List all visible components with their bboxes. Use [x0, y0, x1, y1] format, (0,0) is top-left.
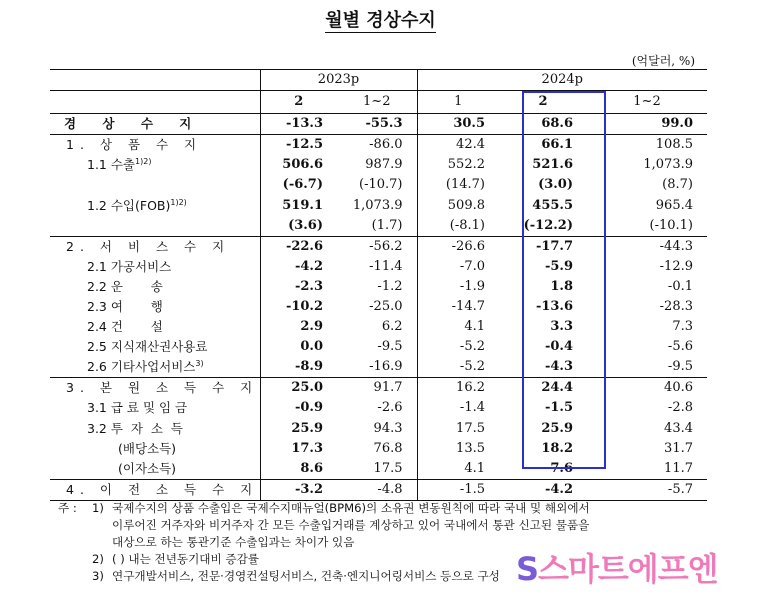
- cell-value: 1,073.9: [352, 197, 403, 213]
- cell-value: 965.4: [655, 197, 693, 213]
- cell-value: 94.3: [373, 420, 403, 436]
- footnote-number: 2): [92, 552, 104, 566]
- header-blank: [50, 91, 260, 114]
- row-label-text: 2.5 지식재산권사용료: [87, 339, 208, 355]
- cell-value: 0.0: [260, 337, 337, 357]
- row-label: [50, 236, 260, 257]
- footnote-mark: 주 :: [58, 501, 77, 515]
- row-label-text: 2.2 운 송: [87, 278, 163, 294]
- header-year-2023: 2023p: [260, 70, 417, 91]
- footnote-number: 3): [92, 569, 104, 583]
- cell-value: -5.2: [417, 357, 499, 378]
- table-row: [50, 337, 707, 357]
- cell-value: -4.8: [337, 479, 417, 500]
- footnote-number: 1): [92, 501, 104, 515]
- row-label: [50, 357, 260, 378]
- row-label: [50, 297, 260, 317]
- cell-value: (3.0): [538, 177, 573, 193]
- cell-value: 18.2: [541, 440, 573, 456]
- cell-value: -12.5: [260, 135, 337, 156]
- cell-value: (-10.1): [649, 217, 693, 233]
- watermark-text: 에프엔: [627, 550, 718, 588]
- row-label-text: 4. 이 전 소 득 수 지: [66, 481, 259, 497]
- row-label-text: 2.1 가공서비스: [87, 258, 172, 274]
- table-row: [50, 135, 707, 156]
- row-label-text: 1.2 수입(FOB): [87, 197, 171, 213]
- cell-value: -12.9: [659, 258, 693, 274]
- cell-value: -5.2: [417, 337, 499, 357]
- cell-value: -56.2: [337, 236, 417, 257]
- cell-value: 519.1: [260, 195, 337, 215]
- cell-value: 66.1: [499, 135, 587, 156]
- unit-label: (억달러, %): [631, 54, 695, 68]
- cell-value: 17.5: [373, 460, 403, 476]
- row-label-text: 3. 본 원 소 득 수 지: [66, 380, 259, 396]
- cell-value: 7.3: [672, 319, 693, 335]
- cell-value: 31.7: [664, 440, 693, 456]
- cell-value: -4.3: [544, 359, 573, 375]
- row-label: [50, 114, 260, 135]
- row-label-text: (이자소득): [118, 460, 177, 476]
- cell-value: 91.7: [337, 378, 417, 399]
- table-row: [50, 216, 707, 237]
- row-label-text: 3.1 급 료 및 임 금: [87, 400, 188, 416]
- row-label: [50, 155, 260, 175]
- table-row: [50, 317, 707, 337]
- cell-value: -5.6: [667, 339, 693, 355]
- row-label: [50, 398, 260, 418]
- row-label-text: (배당소득): [118, 440, 177, 456]
- table-row: [50, 257, 707, 277]
- header-col-2023-1-2: 1~2: [337, 91, 417, 114]
- row-label-text: 1.1 수출: [87, 157, 136, 173]
- cell-value: (1.7): [371, 217, 403, 233]
- table-row: [50, 195, 707, 215]
- cell-value: -8.9: [260, 357, 337, 378]
- cell-value: (-8.1): [417, 216, 499, 237]
- row-label: [50, 439, 260, 459]
- footnote-1: [58, 500, 708, 517]
- cell-value: 76.8: [373, 440, 403, 456]
- cell-value: (-6.7): [260, 175, 337, 195]
- cell-value: 43.4: [664, 420, 693, 436]
- row-label-text: 2.6 기타사업서비스: [87, 359, 196, 375]
- cell-value: 4.1: [417, 317, 499, 337]
- cell-value: -3.2: [260, 479, 337, 500]
- cell-value: 521.6: [532, 157, 573, 173]
- table-row: [50, 378, 707, 399]
- cell-value: 509.8: [417, 195, 499, 215]
- cell-value: -5.9: [544, 258, 573, 274]
- cell-value: 68.6: [499, 114, 587, 135]
- page-title: 월별 경상수지: [325, 10, 436, 31]
- current-account-table: [50, 69, 707, 501]
- cell-value: (8.7): [662, 177, 693, 193]
- cell-value: 42.4: [417, 135, 499, 156]
- cell-value: -25.0: [369, 298, 403, 314]
- footnote-mark-blank: [58, 551, 92, 568]
- table-row: [50, 398, 707, 418]
- cell-value: 7.6: [550, 460, 573, 476]
- cell-value: -4.2: [260, 257, 337, 277]
- cell-value: 1,073.9: [643, 157, 693, 173]
- header-col-2024-1: 1: [417, 91, 499, 114]
- row-label: [50, 459, 260, 480]
- table-row: [50, 297, 707, 317]
- cell-value: 25.0: [260, 378, 337, 399]
- row-label: [50, 479, 260, 500]
- cell-value: 4.1: [417, 459, 499, 480]
- table-row: [50, 459, 707, 480]
- cell-value: -5.7: [587, 479, 707, 500]
- row-label: [50, 175, 260, 195]
- row-label: [50, 257, 260, 277]
- table-row: [50, 114, 707, 135]
- cell-value: -2.3: [260, 277, 337, 297]
- cell-value: -7.0: [417, 257, 499, 277]
- cell-value: -2.8: [667, 400, 693, 416]
- row-label-text: 2.3 여 행: [87, 298, 163, 314]
- cell-value: 17.3: [260, 439, 337, 459]
- row-label: [50, 337, 260, 357]
- cell-value: -1.2: [377, 278, 403, 294]
- cell-value: 30.5: [417, 114, 499, 135]
- cell-value: -26.6: [417, 236, 499, 257]
- header-col-2024-1-2: 1~2: [587, 91, 707, 114]
- header-col-2024-2: 2: [499, 91, 587, 114]
- cell-value: 40.6: [587, 378, 707, 399]
- cell-value: 25.9: [260, 419, 337, 439]
- footnote-mark-blank: [58, 568, 92, 585]
- table-row: [50, 155, 707, 175]
- table-row: [50, 175, 707, 195]
- cell-value: -1.5: [417, 479, 499, 500]
- row-label: [50, 378, 260, 399]
- footnote-text: 국제수지의 상품 수출입은 국제수지매뉴얼(BPM6)의 소유권 변동원칙에 따라 국내 및 해외에서: [112, 501, 590, 515]
- row-label: [50, 195, 260, 215]
- cell-value: -9.5: [667, 359, 693, 375]
- cell-value: -86.0: [337, 135, 417, 156]
- cell-value: (3.6): [260, 216, 337, 237]
- header-year-2024: 2024p: [417, 70, 707, 91]
- header-year-row: [50, 70, 707, 91]
- row-label-text: 2. 서 비 스 수 지: [66, 238, 231, 254]
- table-row: [50, 357, 707, 378]
- cell-value: -10.2: [260, 297, 337, 317]
- cell-value: -1.9: [417, 277, 499, 297]
- table-row: [50, 479, 707, 500]
- watermark-text: 스마트: [538, 550, 628, 588]
- cell-value: -16.9: [369, 359, 403, 375]
- footnote-text: ( ) 내는 전년동기대비 증감률: [112, 552, 259, 566]
- footnote-1-cont: 대상으로 하는 통관기준 수출입과는 차이가 있음: [112, 535, 355, 549]
- cell-value: -2.6: [377, 400, 403, 416]
- cell-value: -0.1: [667, 278, 693, 294]
- table-row: [50, 277, 707, 297]
- cell-value: 25.9: [541, 420, 573, 436]
- table-row: [50, 236, 707, 257]
- header-period-row: [50, 91, 707, 114]
- table-row: [50, 439, 707, 459]
- cell-value: 1.8: [550, 278, 573, 294]
- cell-value: 11.7: [664, 460, 693, 476]
- cell-value: -9.5: [377, 339, 403, 355]
- row-label: [50, 277, 260, 297]
- watermark-s: S: [516, 550, 539, 588]
- row-label: [50, 419, 260, 439]
- cell-value: 987.9: [365, 157, 403, 173]
- cell-value: -11.4: [369, 258, 403, 274]
- row-label: [50, 317, 260, 337]
- cell-value: -44.3: [587, 236, 707, 257]
- cell-value: -13.3: [260, 114, 337, 135]
- row-footnote-ref: 1)2): [170, 197, 187, 207]
- header-col-2023-2: 2: [260, 91, 337, 114]
- cell-value: -13.6: [535, 298, 573, 314]
- cell-value: 3.3: [550, 319, 573, 335]
- cell-value: (14.7): [417, 175, 499, 195]
- row-label-text: 3.2 투 자 소 득: [87, 420, 183, 436]
- cell-value: (-10.7): [359, 177, 403, 193]
- cell-value: -55.3: [337, 114, 417, 135]
- cell-value: -1.4: [417, 398, 499, 418]
- cell-value: -4.2: [499, 479, 587, 500]
- cell-value: -1.5: [544, 400, 573, 416]
- cell-value: 552.2: [417, 155, 499, 175]
- row-footnote-ref: 3): [195, 359, 204, 369]
- cell-value: -17.7: [499, 236, 587, 257]
- cell-value: -14.7: [417, 297, 499, 317]
- footnote-text: 연구개발서비스, 전문·경영컨설팅서비스, 건축·엔지니어링서비스 등으로 구성: [112, 569, 500, 583]
- row-label-text: 2.4 건 설: [87, 319, 163, 335]
- cell-value: 2.9: [260, 317, 337, 337]
- cell-value: -0.9: [260, 398, 337, 418]
- header-blank: [50, 70, 260, 91]
- cell-value: 108.5: [587, 135, 707, 156]
- cell-value: 6.2: [381, 319, 403, 335]
- cell-value: -22.6: [260, 236, 337, 257]
- row-label: [50, 216, 260, 237]
- row-label-text: 1. 상 품 수 지: [66, 137, 203, 153]
- cell-value: (-12.2): [523, 217, 573, 233]
- row-label: [50, 135, 260, 156]
- cell-value: 17.5: [417, 419, 499, 439]
- cell-value: 13.5: [417, 439, 499, 459]
- table-row: [50, 419, 707, 439]
- cell-value: -0.4: [544, 339, 573, 355]
- cell-value: 99.0: [587, 114, 707, 135]
- row-label-text: 경 상 수 지: [64, 116, 203, 132]
- cell-value: 16.2: [417, 378, 499, 399]
- cell-value: -28.3: [659, 298, 693, 314]
- cell-value: 506.6: [260, 155, 337, 175]
- cell-value: 455.5: [532, 197, 573, 213]
- watermark-logo: [516, 544, 718, 590]
- cell-value: 24.4: [499, 378, 587, 399]
- footnote-1-cont: 이루어진 거주자와 비거주자 간 모든 수출입거래를 계상하고 있어 국내에서 통관 신고된 물품을: [112, 518, 590, 532]
- row-footnote-ref: 1)2): [135, 157, 152, 167]
- cell-value: 8.6: [260, 459, 337, 480]
